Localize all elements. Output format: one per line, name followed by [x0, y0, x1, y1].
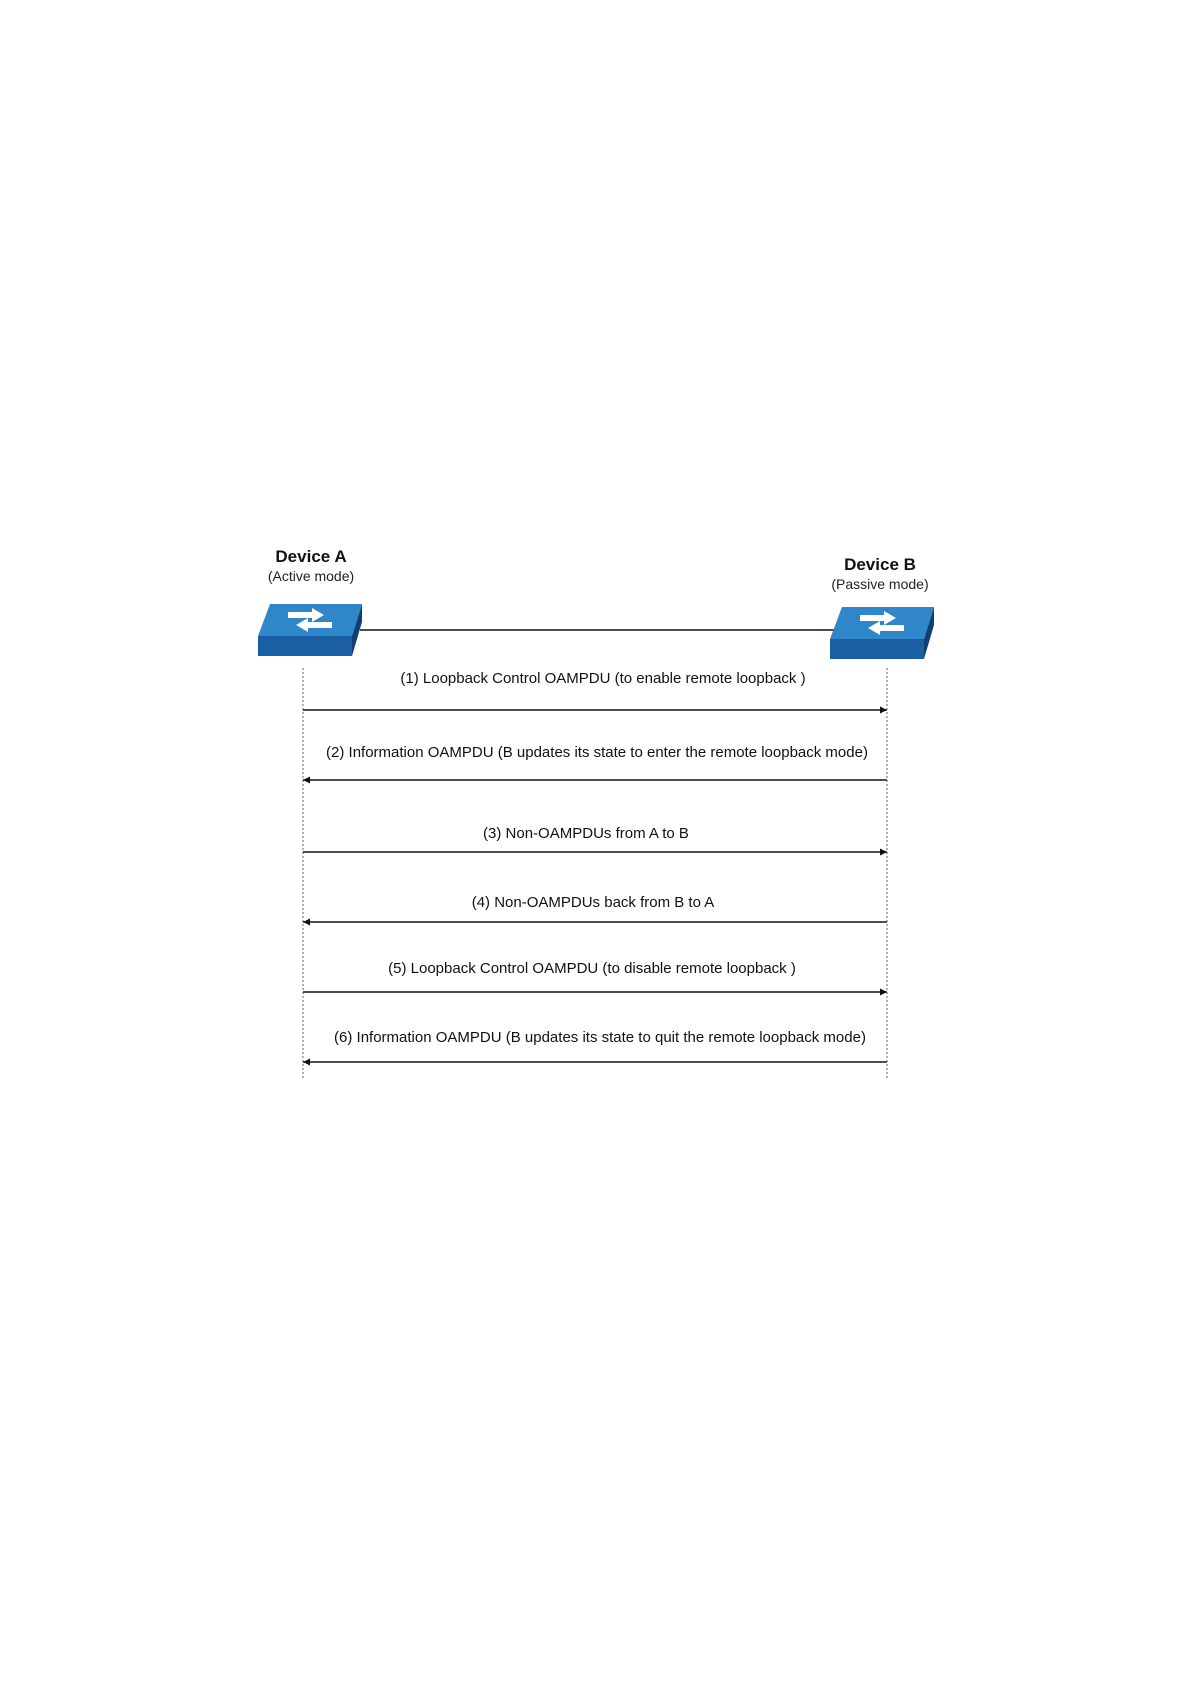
- message-5: [303, 960, 887, 992]
- device-a-name: Device A: [275, 547, 347, 566]
- message-3: [303, 825, 887, 852]
- device-b-mode: (Passive mode): [831, 576, 929, 592]
- message-label-2: (2) Information OAMPDU (B updates its state to enter the remote loopback mode): [326, 744, 868, 761]
- device-b-switch-icon: [830, 607, 934, 659]
- message-1: [303, 670, 887, 710]
- message-6: [303, 1029, 887, 1062]
- message-label-4: (4) Non-OAMPDUs back from B to A: [471, 894, 715, 911]
- message-label-1: (1) Loopback Control OAMPDU (to enable remote loopback ): [400, 670, 806, 687]
- message-4: [303, 894, 887, 922]
- message-2: [303, 744, 887, 780]
- message-list: [303, 670, 887, 1062]
- message-label-3: (3) Non-OAMPDUs from A to B: [483, 825, 689, 842]
- message-label-6: (6) Information OAMPDU (B updates its state to quit the remote loopback mode): [334, 1029, 866, 1046]
- message-label-5: (5) Loopback Control OAMPDU (to disable remote loopback ): [388, 960, 796, 977]
- device-b-name: Device B: [844, 555, 916, 574]
- device-a-switch-icon: [258, 604, 362, 656]
- device-a-mode: (Active mode): [267, 568, 355, 584]
